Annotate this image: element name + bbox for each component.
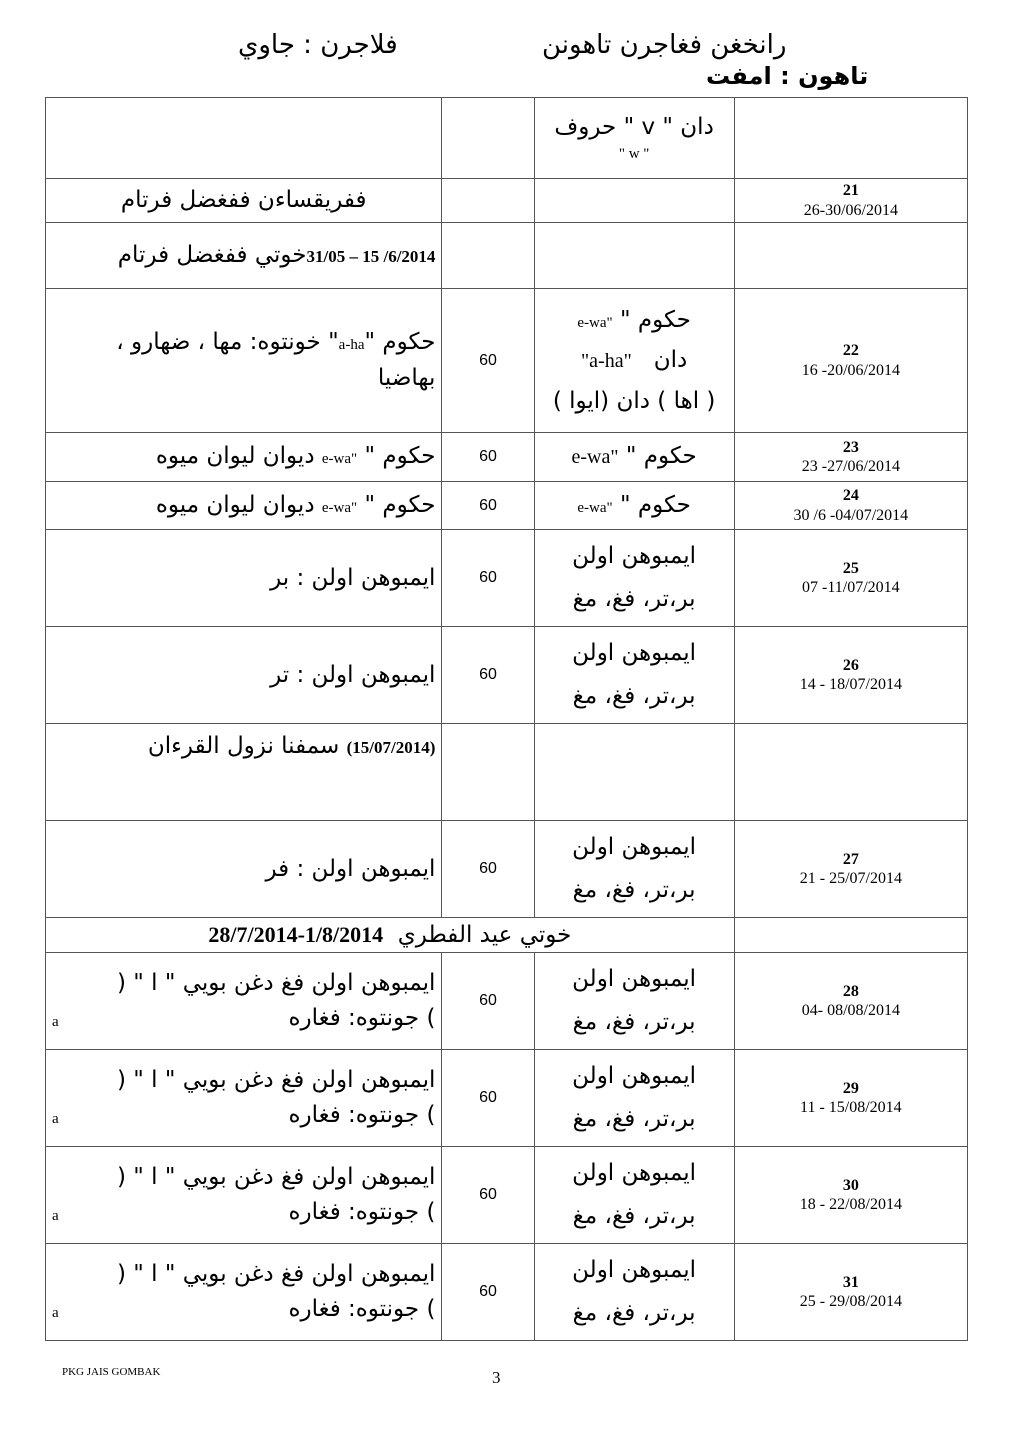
skill-cell [534,530,734,627]
topic-latin: a [52,1111,59,1128]
topic-text: ) جونتوه: فغاره [288,1005,436,1032]
minutes-value: 60 [479,992,497,1010]
minutes-cell [442,1244,534,1341]
minutes-value: 60 [479,351,497,369]
lesson-plan-table [45,97,968,1341]
topic-cell [46,1244,442,1341]
minutes-value: 60 [479,666,497,684]
table-row [46,724,968,821]
topic-cell [46,433,442,482]
table-row [46,1050,968,1147]
skill-text: بر،تر، فغ، مغ [572,683,696,710]
skill-latin: e-wa" [577,315,613,332]
week-number: 23 [842,438,859,456]
topic-latin: a [52,1014,59,1031]
week-number: 26 [842,657,859,675]
table-row [46,530,968,627]
minutes-cell [442,179,534,223]
table-row [46,179,968,223]
topic-cell [46,179,442,223]
week-dates: 16 -20/06/2014 [801,361,900,379]
topic-cell [46,1147,442,1244]
topic-cell [46,1050,442,1147]
topic-cell [46,289,442,433]
topic-text: " خونتوه: مها ، ضهارو ، [116,328,339,355]
week-number: 27 [842,851,859,869]
minutes-value: 60 [479,1186,497,1204]
week-dates: 04- 08/08/2014 [801,1002,900,1020]
table-row [46,1147,968,1244]
topic-cell [46,953,442,1050]
week-cell [734,627,967,724]
topic-text: بهاضيا [377,364,436,391]
week-cell [734,821,967,918]
skill-cell [534,627,734,724]
topic-cell [46,481,442,530]
skill-cell [534,953,734,1050]
week-dates: 25 - 29/08/2014 [799,1293,902,1311]
skill-cell [534,481,734,530]
skill-text: ايمبوهن اولن [572,1062,697,1089]
week-cell [734,1244,967,1341]
minutes-cell [442,724,534,821]
topic-text: ايمبوهن اولن : فر [265,855,436,882]
skill-cell [534,433,734,482]
topic-text: ديوان ليوان ميوه [155,443,315,470]
minutes-value: 60 [479,447,497,465]
skill-text: بر،تر، فغ، مغ [572,1009,696,1036]
week-cell [734,179,967,223]
minutes-value: 60 [479,1089,497,1107]
skill-cell [534,289,734,433]
skill-text: بر،تر، فغ، مغ [572,586,696,613]
topic-cell [46,223,442,289]
skill-cell [534,1147,734,1244]
table-row [46,953,968,1050]
week-dates: 18 - 22/08/2014 [799,1196,902,1214]
minutes-cell [442,821,534,918]
table-header-row [46,98,968,179]
week-number: 28 [842,983,859,1001]
week-cell [734,433,967,482]
skill-text: ايمبوهن اولن [572,1159,697,1186]
header-week-cell [734,98,967,179]
topic-text: ايمبوهن اولن فغ دغن بويي " ا " ( [116,1163,436,1190]
topic-text: حكوم " [364,491,436,518]
week-dates: 07 -11/07/2014 [802,579,900,597]
week-number: 24 [842,487,859,505]
minutes-value: 60 [479,569,497,587]
minutes-cell [442,530,534,627]
skill-latin: "a-ha" [581,350,632,373]
topic-text: ايمبوهن اولن فغ دغن بويي " ا " ( [116,1260,436,1287]
table-row [46,289,968,433]
topic-text: ايمبوهن اولن فغ دغن بويي " ا " ( [116,1066,436,1093]
minutes-value: 60 [479,1283,497,1301]
page-number: 3 [492,1368,501,1387]
week-dates: 11 - 15/08/2014 [800,1099,902,1117]
week-cell [734,1050,967,1147]
minutes-cell [442,433,534,482]
topic-text: ) جونتوه: فغاره [288,1102,436,1129]
skill-text: بر،تر، فغ، مغ [572,1203,696,1230]
holiday-text: خوتي ففغضل فرتام [117,241,307,268]
minutes-cell [442,481,534,530]
document-title: رانخغن فغاجرن تاهونن [542,30,787,60]
skill-text: حكوم " [619,491,691,518]
minutes-cell [442,953,534,1050]
skill-text: حكوم " [625,443,697,469]
week-dates: 23 -27/06/2014 [801,457,900,475]
minutes-cell [442,223,534,289]
skill-text: ايمبوهن اولن [572,965,697,992]
minutes-cell [442,289,534,433]
skill-cell [534,179,734,223]
topic-text: ففريقساءن ففغضل فرتام [120,186,367,213]
week-dates: 14 - 18/07/2014 [799,676,902,694]
week-number: 29 [842,1080,859,1098]
week-cell [734,918,967,953]
week-cell [734,289,967,433]
skill-text: ايمبوهن اولن [572,1256,697,1283]
event-text: سمفنا نزول القرءان [147,733,340,760]
topic-text: ايمبوهن اولن : تر [270,661,436,688]
skill-text: بر،تر، فغ، مغ [572,877,696,904]
topic-text: ايمبوهن اولن فغ دغن بويي " ا " ( [116,969,436,996]
table-row [46,1244,968,1341]
topic-text: ايمبوهن اولن : بر [270,564,436,591]
week-cell [734,953,967,1050]
week-cell [734,223,967,289]
week-dates: 26-30/06/2014 [803,201,898,219]
minutes-value: 60 [479,860,497,878]
week-dates: 21 - 25/07/2014 [799,870,902,888]
subject-label: فلاجرن : جاوي [238,30,398,60]
header-topic-cell [46,98,442,179]
week-cell [734,530,967,627]
week-cell [734,1147,967,1244]
week-number: 31 [842,1274,859,1292]
topic-text: حكوم " [364,328,436,355]
skill-cell [534,1050,734,1147]
topic-latin: e-wa" [321,499,358,516]
topic-latin: a [52,1208,59,1225]
header-minutes-cell [442,98,534,179]
topic-text: ) جونتوه: فغاره [288,1296,436,1323]
skill-cell [534,223,734,289]
skill-latin: e-wa" [571,446,619,468]
skill-cell [534,724,734,821]
holiday-dates: 28/7/2014-1/8/2014 [208,922,384,948]
skill-cell [534,821,734,918]
week-number: 30 [842,1177,859,1195]
table-row [46,918,968,953]
table-row [46,433,968,482]
skill-text: بر،تر، فغ، مغ [572,1300,696,1327]
minutes-cell [442,1050,534,1147]
week-number: 25 [842,560,859,578]
year-label: تاهون : امفت [706,62,869,90]
skill-latin: e-wa" [577,499,613,516]
topic-latin: a [52,1305,59,1322]
table-row [46,627,968,724]
header-skill-cell [534,98,734,179]
header-skill-line2: " w " [618,145,650,162]
topic-latin: a-ha [338,336,365,353]
skill-text: ايمبوهن اولن [572,833,697,860]
minutes-cell [442,627,534,724]
skill-text: ايمبوهن اولن [572,542,697,569]
week-cell [734,724,967,821]
holiday-text: خوتي عيد الفطري [397,922,572,949]
skill-text: ايمبوهن اولن [572,639,697,666]
topic-cell [46,724,442,821]
skill-text: بر،تر، فغ، مغ [572,1106,696,1133]
topic-text: حكوم " [364,443,436,470]
footer-organization: PKG JAIS GOMBAK [62,1366,161,1378]
week-cell [734,481,967,530]
table-row [46,481,968,530]
topic-cell [46,821,442,918]
header-skill-line1: دان " v " حروف [554,114,714,141]
minutes-value: 60 [479,496,497,514]
event-date: (15/07/2014) [346,738,436,758]
topic-cell [46,627,442,724]
skill-text: حكوم " [619,307,691,334]
week-number: 22 [842,342,859,360]
topic-text: ديوان ليوان ميوه [155,491,315,518]
week-number: 21 [842,182,859,200]
holiday-merged-cell [46,918,735,953]
skill-cell [534,1244,734,1341]
table-row [46,223,968,289]
minutes-cell [442,1147,534,1244]
topic-cell [46,530,442,627]
topic-text: ) جونتوه: فغاره [288,1199,436,1226]
topic-latin: e-wa" [321,451,358,468]
skill-text: ( اها ) دان (ايوا ) [552,387,716,414]
table-row [46,821,968,918]
week-dates: 30 /6 -04/07/2014 [793,506,909,524]
holiday-dates: 31/05 – 15 /6/2014 [306,246,436,266]
skill-text: دان [653,347,688,374]
